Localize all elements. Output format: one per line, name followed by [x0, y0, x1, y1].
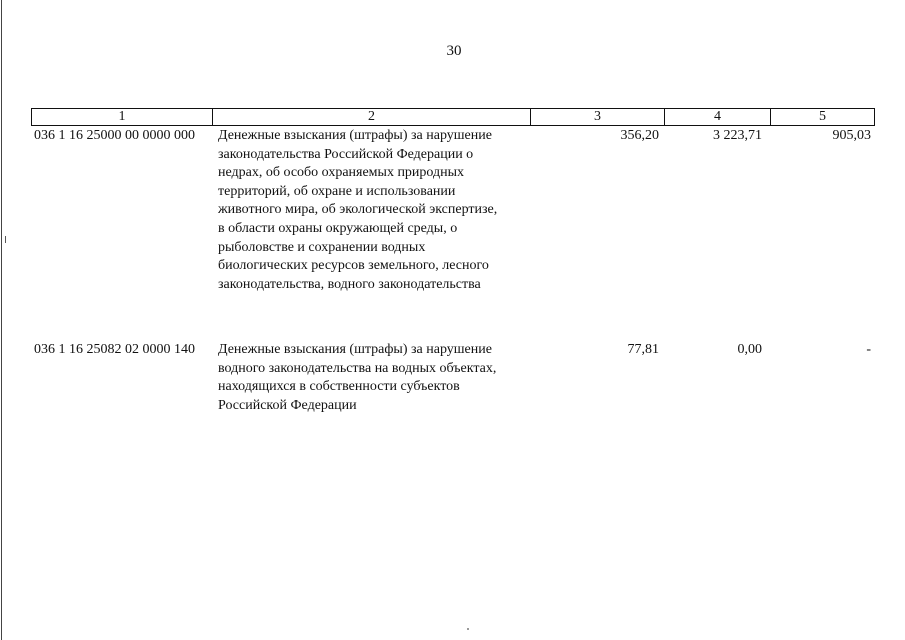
- description-line: законодательства, водного законодательства: [218, 276, 481, 292]
- description-line: Денежные взыскания (штрафы) за нарушение: [218, 342, 492, 357]
- value-col-5: 905,03: [832, 128, 871, 143]
- description-line: рыболовстве и сохранении водных: [218, 239, 426, 255]
- scan-left-border-line: [1, 0, 2, 640]
- description-line: территорий, об охране и использовании: [218, 183, 456, 199]
- description-line: Российской Федерации: [218, 397, 357, 413]
- value-col-5: -: [866, 342, 871, 357]
- header-cell-1: 1: [118, 109, 126, 124]
- scan-margin-mark: [5, 236, 6, 243]
- revenue-description: [211, 127, 529, 294]
- value-col-4: 3 223,71: [713, 128, 762, 143]
- description-line: недрах, об особо охраняемых природных: [218, 165, 465, 181]
- description-line: в области охраны окружающей среды, о: [218, 220, 458, 236]
- value-col-4: 0,00: [737, 342, 762, 357]
- revenue-description: [211, 341, 529, 415]
- budget-code: 036 1 16 25000 00 0000 000: [34, 128, 195, 143]
- header-cell-3: 3: [530, 109, 664, 125]
- description-line: находящихся в собственности субъектов: [218, 379, 460, 395]
- header-cell-4: 4: [664, 109, 770, 125]
- description-line: законодательства Российской Федерации о: [218, 146, 474, 162]
- table-header-row: [31, 108, 875, 126]
- scan-speck: [467, 628, 469, 630]
- value-col-3: 356,20: [620, 128, 659, 143]
- value-col-3: 77,81: [627, 342, 659, 357]
- description-line: водного законодательства на водных объектах,: [218, 360, 497, 376]
- table-row: [31, 127, 875, 294]
- page-number: 30: [446, 43, 462, 59]
- description-line: животного мира, об экологической экспертизе,: [218, 202, 498, 218]
- header-cell-5: 5: [770, 109, 874, 125]
- budget-code: 036 1 16 25082 02 0000 140: [34, 342, 195, 357]
- description-line: биологических ресурсов земельного, лесного: [218, 258, 489, 274]
- description-line: Денежные взыскания (штрафы) за нарушение: [218, 128, 492, 143]
- header-cell-2: 2: [212, 109, 530, 125]
- table-row: [31, 341, 875, 415]
